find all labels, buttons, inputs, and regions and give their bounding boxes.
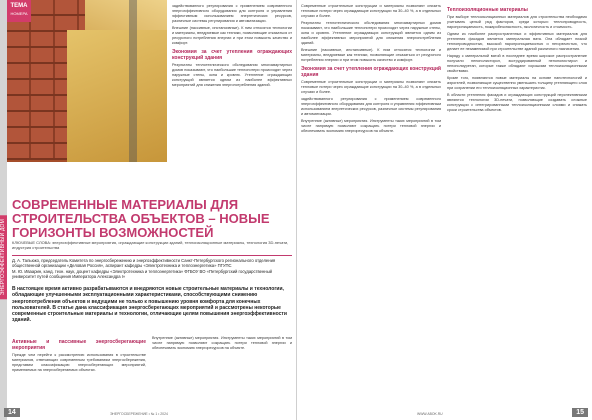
section-heading: Теплоизоляционные материалы [447, 7, 528, 13]
footer-left-text: ЭНЕРГОСБЕРЕЖЕНИЕ • № 1 • 2024 [110, 412, 168, 416]
body-column-4 [447, 4, 587, 115]
paragraph: Прежде чем перейти к рассмотрению использования в строительстве материалов, отвечающих современным требованиям энергосбережения, представим классификацию энергосберегающих мероприятий, применяемых на энергосберегаемых объектах. [12, 353, 146, 372]
authors [12, 258, 292, 280]
page-number-right: 15 [572, 408, 588, 417]
paragraph: Результаты теплотехнического обследования многоквартирных домов показывают, что наибольшие теплопотери происходят через наружные стены, окна и кровлю. Утепление ограждающих конструкций является одним из наиболее эффективных мероприятий для снижения энергопотребления зданий. [301, 21, 441, 45]
wall-insulation-photo [7, 0, 167, 162]
paragraph: Кроме того, появляются новые материалы на основе нанотехнологий и аэрогелей, позволяющие существенно уменьшить толщину утепляющего слоя при сохранении его теплоизоляционных характеристик. [447, 76, 587, 90]
keywords: КЛЮЧЕВЫЕ СЛОВА: энергоэффективные мероприятия, ограждающие конструкции зданий, теплоизоляционные материалы, технология 3D-печати, индустрия строительства [12, 240, 289, 250]
section-heading: Экономия за счет утепления ограждающих конструкций здания [172, 49, 292, 61]
paragraph: задействованного регулирования с применением современного энергоэффективного оборудования для контроля и управления эффективным использованием энергетических ресурсов, различные системы регулирования и автоматизации. [301, 97, 441, 116]
author-1: Д. А. Тальюко, председатель Комитета по энергосбережению и энергоэффективности Санкт-Петербургского регионального отделения общественной организации «Деловая Россия», аспирант кафедры «Электротехника и теплоэнергетика» ПГУПС [12, 258, 276, 269]
paragraph: Внешние (пассивные, инстансивные). К ним относятся технологии и материалы, внедряемые как техники, позволяющие отказаться от ресурсного потребления энергии и при этом повысить качество и комфорт. [172, 26, 292, 45]
paragraph: При выборе теплоизоляционных материалов для строительства необходимо учитывать целый ряд факторов, среди которых: теплопроводность, паропроницаемость, пожаробезопасность, экологичность и стоимость. [447, 15, 587, 29]
paragraph: задействованного регулирования с применением современного энергоэффективного оборудования для контроля и управления эффективным использованием энергетических ресурсов, различные системы регулирования и автоматизации. [172, 4, 292, 23]
paragraph: Результаты теплотехнического обследования многоквартирных домов показывают, что наибольшие теплопотери происходят через наружные стены, окна и кровлю. Утепление ограждающих конструкций является одним из наиболее эффективных мероприятий для снижения энергопотребления зданий. [172, 63, 292, 87]
page-number-left: 14 [4, 408, 20, 417]
article-title: СОВРЕМЕННЫЕ МАТЕРИАЛЫ ДЛЯ СТРОИТЕЛЬСТВА ОБЪЕКТОВ – НОВЫЕ ГОРИЗОНТЫ ВОЗМОЖНОСТЕЙ [12, 197, 270, 240]
left-footer [0, 407, 296, 420]
lead-paragraph: В настоящее время активно разрабатываются и внедряются новые строительные материалы и технологии, обладающие улучшенными эксплуатационными характеристиками, способствующими снижению энергопотребления объектов и ведущими не только к повышению уровня комфорта для конечных пользователей. В статье дана классификация энергосберегающих мероприятий и рассмотрены некоторые современные строительные материалы и технологии, отличающие целям повышения энергоэффективности зданий. [12, 286, 287, 324]
paragraph: Одним из наиболее распространенных и эффективных материалов для утепления фасадов является минеральная вата. Она обладает низкой теплопроводностью, высокой паропроницаемостью и негорючестью, что делает ее незаменимой при строительстве зданий различного назначения. [447, 32, 587, 51]
body-column-1 [12, 336, 146, 375]
body-column-3 [301, 4, 441, 136]
footer-right-text: WWW.ABOK.RU [417, 412, 443, 416]
topic-tag [7, 0, 31, 22]
paragraph: Современные строительные конструкции и материалы позволяют снизить тепловые потери через ограждающие конструкции на 30–40 %, а в отдельных случаях и более. [301, 80, 441, 94]
side-label: ЭНЕРГОЭФФЕКТИВНЫЙ ДОМ [0, 215, 7, 299]
intro-column-right [172, 4, 292, 90]
right-footer [297, 407, 592, 420]
paragraph: Внешние (пассивные, инстансивные). К ним относятся технологии и материалы, внедряемые как техники, позволяющие отказаться от ресурсного потребления энергии и при этом повысить качество и комфорт. [301, 48, 441, 62]
author-2: М. Ю. Иваарин, канд. техн. наук, доцент кафедры «Электротехника и теплоэнергетика» ФГБОУ ВО «Петербургский государственный университет путей сообщения Императора Александра I» [12, 268, 272, 280]
divider [12, 255, 292, 256]
right-page [297, 0, 592, 420]
topic-tag-label: ТЕМА [10, 3, 28, 9]
section-heading: Активные и пассивные энергосберегающие мероприятия [12, 339, 146, 351]
section-heading: Экономия за счет утепления ограждающих конструкций здания [301, 66, 441, 78]
paragraph: Внутренние (активные) мероприятия. Инструменты таких мероприятий в том числе напрямую позволяют сокращать потери тепловой энергии и обеспечивать экономию энергоресурсов на объекте. [152, 336, 292, 350]
paragraph: В области утепления фасадов и ограждающих конструкций перспективными являются технологии 3D-печати, позволяющие создавать сложные конструкции с интегрированными теплоизоляционными слоями и снижать сроки строительства объектов. [447, 93, 587, 112]
topic-tag-sub: НОМЕРА [10, 11, 28, 16]
paragraph: Внутренние (активные) мероприятия. Инструменты таких мероприятий в том числе напрямую позволяют сокращать потери тепловой энергии и обеспечивать экономию энергоресурсов на объекте. [301, 119, 441, 133]
side-band [0, 0, 7, 420]
paragraph: Наряду с минеральной ватой в последнее время широкое распространение получили пенополистирол, экструдированный пенополистирол и пенополиуретан, которые также обладают хорошими теплоизоляционными свойствами. [447, 54, 587, 73]
paragraph: Современные строительные конструкции и материалы позволяют снизить тепловые потери через ограждающие конструкции на 30–40 %, а в отдельных случаях и более. [301, 4, 441, 18]
body-column-2 [152, 336, 292, 353]
